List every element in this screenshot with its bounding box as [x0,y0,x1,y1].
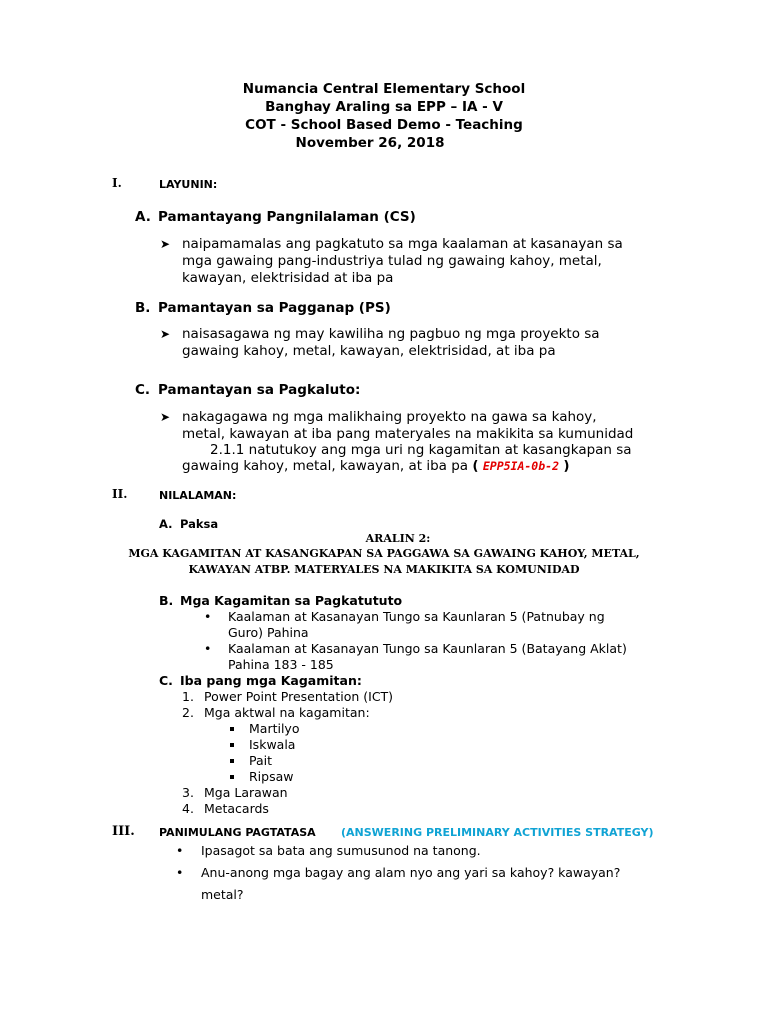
bullet-icon: • [176,843,184,858]
section-title: NILALAMAN: [159,489,237,502]
list-item: Metacards [204,801,269,816]
section-numeral: I. [112,176,122,190]
activity-line: Anu-anong mga bagay ang alam nyo ang yari sa kahoy? kawayan? [201,865,621,880]
date: November 26, 2018 [295,135,445,151]
subsection-title: Mga Kagamitan sa Pagkatututo [180,593,403,608]
objective-line-text: gawaing kahoy, metal, kawayan, at iba pa [182,458,469,474]
objective-line-with-code [182,458,569,474]
section-title: PANIMULANG PAGTATASA [159,826,316,839]
arrow-bullet-icon: ➤ [160,410,171,424]
subsection-letter: C. [135,382,151,398]
subsection-letter: B. [159,593,174,608]
arrow-bullet-icon: ➤ [160,237,171,251]
objective-line: metal, kawayan at iba pang materyales na makikita sa kumunidad [182,426,634,442]
reference-line: Pahina 183 - 185 [228,657,334,672]
code-open-paren: ( [472,458,479,474]
objective-line: 2.1.1 natutukoy ang mga uri ng kagamitan at kasangkapan sa [210,442,632,458]
subsection-title: Pamantayan sa Pagganap (PS) [158,300,391,316]
objective-line: gawaing kahoy, metal, kawayan, elektrisidad, at iba pa [182,343,556,359]
subsection-letter: C. [159,673,173,688]
square-bullet-icon [230,743,234,747]
objective-line: naisasagawa ng may kawiliha ng pagbuo ng mga proyekto sa [182,326,600,342]
subsection-letter: B. [135,300,151,316]
subsection-title: Paksa [180,517,219,531]
subsection-title: Pamantayan sa Pagkaluto: [158,382,361,398]
list-item: Mga aktwal na kagamitan: [204,705,370,720]
list-number: 4. [182,801,194,816]
lesson-number: ARALIN 2: [365,532,431,545]
objective-line: nakagagawa ng mga malikhaing proyekto na gawa sa kahoy, [182,409,597,425]
bullet-icon: • [176,865,184,880]
bullet-icon: • [204,641,212,656]
list-number: 3. [182,785,194,800]
tool-item: Martilyo [249,721,300,736]
strategy-label: (ANSWERING PRELIMINARY ACTIVITIES STRATEGY) [341,826,654,839]
square-bullet-icon [230,727,234,731]
demo-type: COT - School Based Demo - Teaching [245,117,523,133]
objective-line: mga gawaing pang-industriya tulad ng gawaing kahoy, metal, [182,253,602,269]
bullet-icon: • [204,609,212,624]
reference-line: Kaalaman at Kasanayan Tungo sa Kaunlaran 5 (Batayang Aklat) [228,641,627,656]
activity-line: metal? [201,887,244,902]
list-item: Mga Larawan [204,785,288,800]
objective-line: kawayan, elektrisidad at iba pa [182,270,394,286]
objective-line: naipamamalas ang pagkatuto sa mga kaalaman at kasanayan sa [182,236,623,252]
code-close-paren: ) [563,458,570,474]
section-numeral: II. [112,487,128,501]
subsection-letter: A. [135,209,151,225]
competency-code: EPP5IA-0b-2 [482,459,560,473]
lesson-topic-line: KAWAYAN ATBP. MATERYALES NA MAKIKITA SA KOMUNIDAD [188,563,580,576]
section-title: LAYUNIN: [159,178,218,191]
lesson-plan-title: Banghay Araling sa EPP – IA - V [265,99,503,115]
subsection-title: Iba pang mga Kagamitan: [180,673,362,688]
reference-line: Guro) Pahina [228,625,309,640]
subsection-title: Pamantayang Pangnilalaman (CS) [158,209,416,225]
square-bullet-icon [230,759,234,763]
tool-item: Pait [249,753,273,768]
tool-item: Ripsaw [249,769,294,784]
school-name: Numancia Central Elementary School [242,81,526,97]
section-numeral: III. [112,824,135,839]
list-number: 2. [182,705,194,720]
list-item: Power Point Presentation (ICT) [204,689,394,704]
lesson-topic-line: MGA KAGAMITAN AT KASANGKAPAN SA PAGGAWA SA GAWAING KAHOY, METAL, [128,547,640,560]
square-bullet-icon [230,775,234,779]
tool-item: Iskwala [249,737,296,752]
subsection-letter: A. [159,517,173,531]
activity-line: Ipasagot sa bata ang sumusunod na tanong. [201,843,481,858]
list-number: 1. [182,689,194,704]
arrow-bullet-icon: ➤ [160,327,171,341]
reference-line: Kaalaman at Kasanayan Tungo sa Kaunlaran 5 (Patnubay ng [228,609,605,624]
